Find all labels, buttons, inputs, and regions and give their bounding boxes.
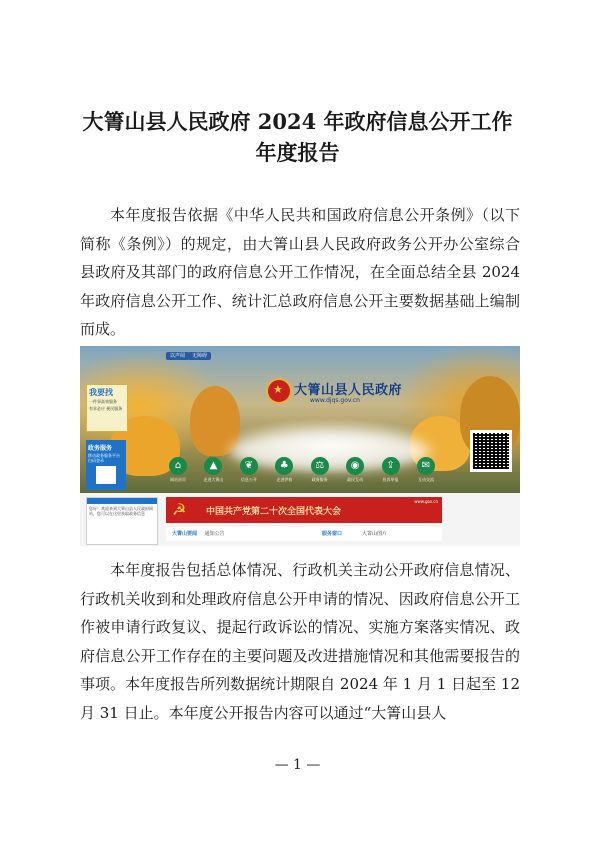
nav-item-services[interactable] (306, 457, 334, 487)
notice-box[interactable] (86, 497, 158, 545)
notice-text: 您好！欢迎来到大箐山县人民政府网站，您可以在这里获取政务信息 (89, 506, 153, 516)
title-line-2: 年度报告 (255, 140, 340, 165)
nav-item-interaction[interactable] (341, 457, 369, 487)
site-lower-section (80, 493, 520, 546)
mountain-icon: ▲ (204, 457, 222, 475)
website-screenshot (80, 346, 520, 546)
home-icon: ⌂ (169, 457, 187, 475)
scale-icon: ⚖ (311, 457, 329, 475)
tree-icon: ♣ (275, 457, 293, 475)
intro-paragraph: 本年度报告依据《中华人民共和国政府信息公开条例》（以下简称《条例》）的规定，由大箐山县人民政府政务公开办公室综合县政府及其部门的政府信息公开工作情况，在全面总结全县 2024 年政府信息公开工作、统计汇总政府信息公开主要数据基础上编制而成。 (80, 206, 520, 338)
gov-card-heading: 政务服务 (88, 445, 113, 452)
qr-code-icon (96, 466, 116, 484)
accessibility-button[interactable]: 无障碍 (188, 352, 211, 360)
hammer-sickle-icon: ☭ (172, 500, 187, 519)
qr-code-icon (470, 430, 512, 472)
tab-service[interactable]: 服务窗口 (322, 531, 343, 537)
party-banner-url: www.gov.cn (414, 499, 438, 504)
site-name: 大箐山县人民政府 (294, 383, 403, 398)
nav-label: 投诉举报 (382, 477, 399, 482)
nav-label: 走进大箐山 (203, 477, 224, 482)
site-url: www.djqs.gov.cn (310, 397, 360, 404)
tab-photos[interactable]: 大箐山图片 (362, 531, 388, 537)
report-title (60, 106, 535, 168)
float-ad-heading: 我要找 (89, 388, 113, 397)
nav-label: 政务服务 (311, 477, 328, 482)
float-ad-line: 有求必应 便民服务 (89, 406, 123, 411)
party-congress-banner[interactable] (166, 497, 442, 523)
gov-card-line: 扫码登录 (88, 458, 104, 463)
gov-service-card[interactable] (86, 440, 126, 490)
float-ad[interactable] (86, 384, 128, 432)
national-emblem-icon: ★ (266, 378, 292, 404)
news-tabs (166, 527, 442, 541)
site-banner (80, 346, 520, 493)
chat-icon: ✉ (417, 457, 435, 475)
tab-notices[interactable]: 通知公告 (204, 531, 225, 537)
read-aloud-button[interactable]: 以声阅 (166, 352, 189, 360)
leaf-icon: ❦ (240, 457, 258, 475)
nav-label: 走进伊春 (276, 477, 293, 482)
nav-item-exchange[interactable] (412, 457, 440, 487)
nav-item-yichun[interactable] (270, 457, 298, 487)
title-line-1: 大箐山县人民政府 2024 年政府信息公开工作 (82, 109, 513, 134)
nav-item-about[interactable] (199, 457, 227, 487)
gov-card-line: 移动政务服务平台 (88, 453, 120, 458)
nav-label: 网站首页 (170, 477, 186, 482)
tab-news[interactable]: 大箐山要闻 (172, 531, 198, 537)
nav-label: 互动交流 (417, 477, 434, 482)
nav-label: 政民互动 (347, 477, 364, 482)
float-ad-line: 一件事高效服务 (89, 399, 117, 404)
nav-item-info[interactable] (235, 457, 263, 487)
site-nav (164, 457, 440, 487)
scope-paragraph: 本年度报告包括总体情况、行政机关主动公开政府信息情况、行政机关收到和处理政府信息公开申请的情况、因政府信息公开工作被申请行政复议、提起行政诉讼的情况、实施方案落实情况、政府信息公开工作存在的主要问题及改进措施情况和其他需要报告的事项。本年度报告所列数据统计期限自 2024 年 1 月 1 日起至 12 月 31 日止。本年度公开报告内容可以通过“大箐山县人 (80, 561, 520, 722)
party-banner-text: 中国共产党第二十次全国代表大会 (206, 507, 342, 517)
upload-icon: ⇪ (382, 457, 400, 475)
eye-icon: ◉ (346, 457, 364, 475)
page-number: — 1 — (274, 757, 321, 773)
nav-item-report[interactable] (377, 457, 405, 487)
nav-label: 信息公开 (240, 477, 257, 482)
nav-item-home[interactable] (164, 457, 192, 487)
